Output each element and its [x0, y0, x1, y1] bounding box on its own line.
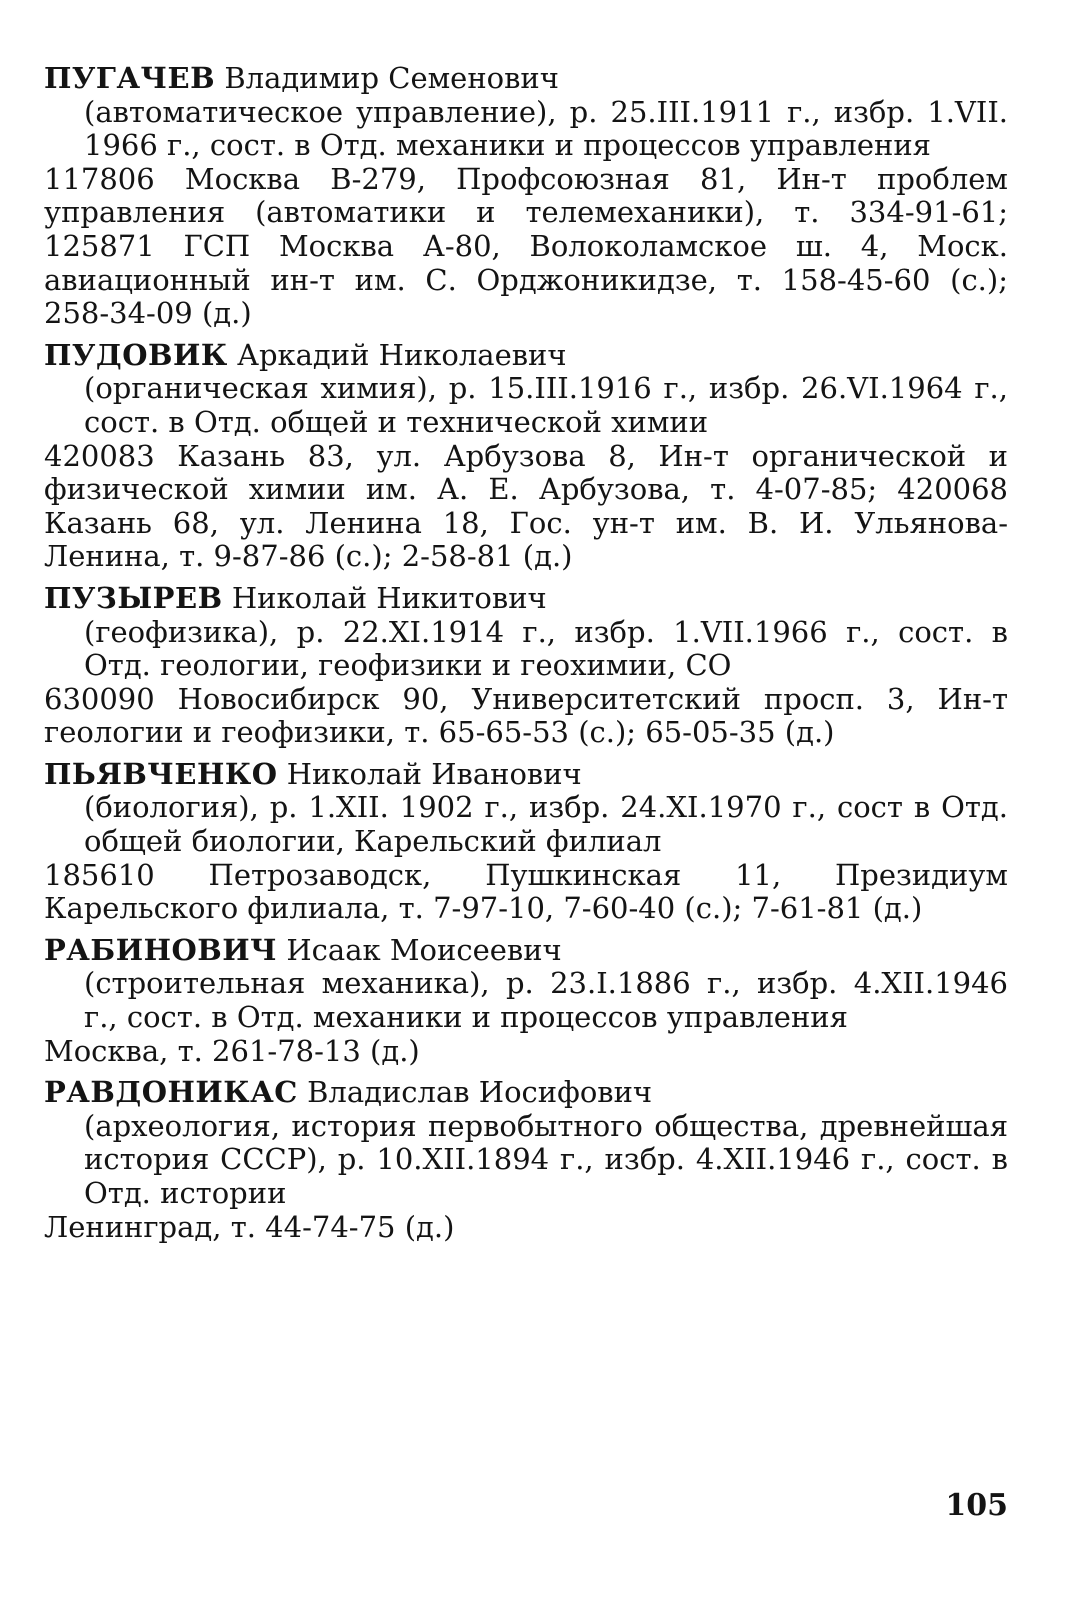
entry-given-name: Аркадий Николаевич: [236, 337, 567, 372]
entry-bio: (археология, история первобытного общества, древнейшая история СССР), р. 10.XII.1894 г., избр. 4.XII.1946 г., сост. в Отд. истории: [84, 1108, 1008, 1210]
entry-address: Ленинград, т. 44-74-75 (д.): [44, 1209, 455, 1244]
entry-bio: (геофизика), р. 22.XI.1914 г., избр. 1.VII.1966 г., сост. в Отд. геологии, геофизики и геохимии, СО: [84, 614, 1008, 683]
entry-surname: РАВДОНИКАС: [44, 1075, 298, 1110]
entry-surname: РАБИНОВИЧ: [44, 932, 278, 967]
directory-page: [44, 62, 1008, 1252]
entry-heading: [44, 62, 1008, 96]
entry-bio: (автоматическое управление), р. 25.III.1911 г., избр. 1.VII. 1966 г., сост. в Отд. механики и процессов управления: [84, 94, 1008, 163]
entry-bio: (биология), р. 1.XII. 1902 г., избр. 24.XI.1970 г., сост в Отд. общей биологии, Карельский филиал: [84, 790, 1008, 859]
entry-heading: [44, 934, 1008, 968]
page-number: 105: [945, 1488, 1008, 1523]
entry-heading: [44, 339, 1008, 373]
entry-given-name: Исаак Моисеевич: [286, 932, 562, 967]
entry-surname: ПУЗЫРЕВ: [44, 580, 223, 615]
entry-address: 117806 Москва В-279, Профсоюзная 81, Ин-т проблем управления (автоматики и телемеханики), т. 334-91-61; 125871 ГСП Москва А-80, Волоколамское ш. 4, Моск. авиационный ин-т им. С. Орджоникидзе, т. 158-45-60 (с.); 258-34-09 (д.): [44, 161, 1008, 331]
entry-pudovik: [44, 339, 1008, 574]
entry-heading: [44, 1076, 1008, 1110]
entry-address: 185610 Петрозаводск, Пушкинская 11, Президиум Карельского филиала, т. 7-97-10, 7-60-40 (с.); 7-61-81 (д.): [44, 857, 1008, 926]
entry-pugachev: [44, 62, 1008, 331]
entry-surname: ПУГАЧЕВ: [44, 61, 216, 95]
entry-pyavchenko: [44, 758, 1008, 926]
entry-address: 630090 Новосибирск 90, Университетский просп. 3, Ин-т геологии и геофизики, т. 65-65-53 (с.); 65-05-35 (д.): [44, 681, 1008, 750]
entry-given-name: Николай Никитович: [231, 580, 547, 615]
entry-surname: ПЬЯВЧЕНКО: [44, 756, 278, 791]
entry-given-name: Николай Иванович: [286, 756, 582, 791]
entry-heading: [44, 758, 1008, 792]
entry-heading: [44, 582, 1008, 616]
entry-puzyrev: [44, 582, 1008, 750]
entry-rabinovich: [44, 934, 1008, 1068]
entry-bio: (строительная механика), р. 23.I.1886 г., избр. 4.XII.1946 г., сост. в Отд. механики и процессов управления: [84, 966, 1008, 1035]
entry-surname: ПУДОВИК: [44, 337, 228, 372]
entry-given-name: Владимир Семенович: [224, 61, 559, 95]
entry-given-name: Владислав Иосифович: [307, 1075, 653, 1110]
entry-address: Москва, т. 261-78-13 (д.): [44, 1033, 420, 1068]
entry-ravdonikas: [44, 1076, 1008, 1244]
entry-address: 420083 Казань 83, ул. Арбузова 8, Ин-т органической и физической химии им. А. Е. Арбузова, т. 4-07-85; 420068 Казань 68, ул. Ленина 18, Гос. ун-т им. В. И. Ульянова-Ленина, т. 9-87-86 (с.); 2-58-81 (д.): [44, 438, 1008, 574]
entry-bio: (органическая химия), р. 15.III.1916 г., избр. 26.VI.1964 г., сост. в Отд. общей и технической химии: [84, 371, 1008, 439]
